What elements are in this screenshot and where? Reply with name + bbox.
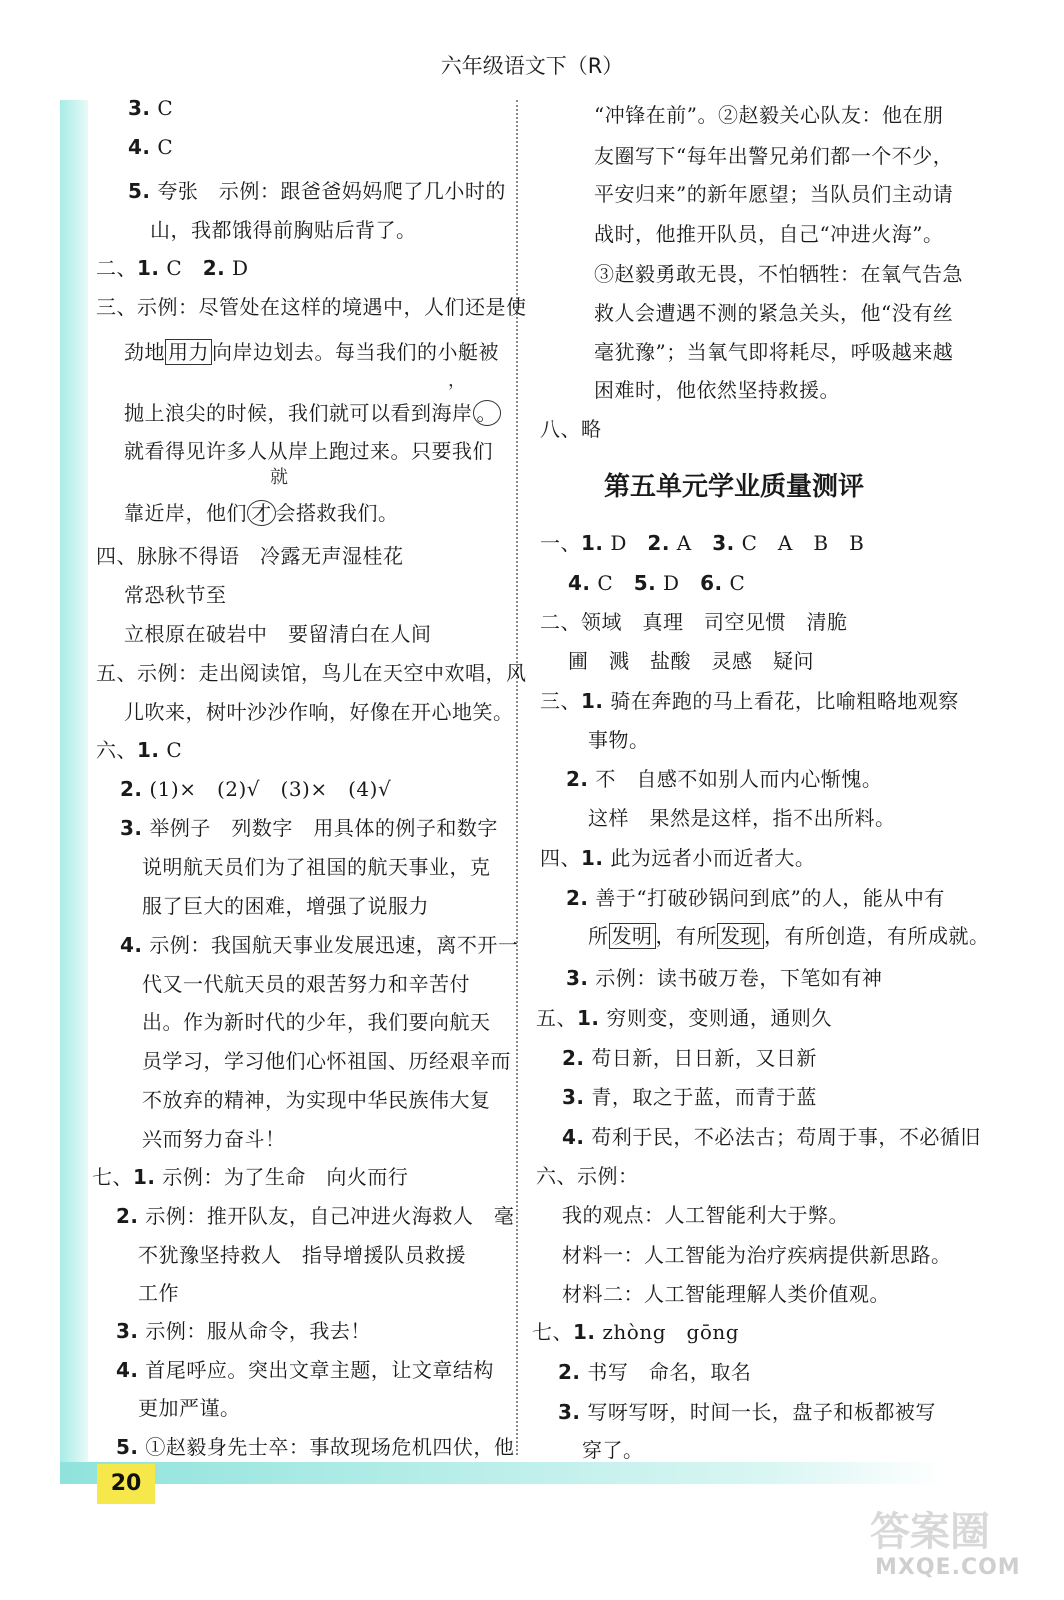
answer-line [594,140,953,169]
answer-line [142,1084,491,1113]
answer-line [562,1239,952,1268]
answer-line [536,1002,832,1031]
answer-line [124,435,493,464]
answer-text: 困难时，他依然坚持救援。 [594,378,840,402]
answer-line [96,291,527,320]
answer-text: 苟日新，日日新，又日新 [584,1046,817,1070]
item-number: 1. [137,256,160,280]
answer-text: C [159,738,183,762]
answer-line [540,842,815,871]
item-number: 4. [120,933,143,957]
answer-line [594,218,943,247]
circled-word: 。 [473,400,502,426]
handwritten-insert-mark: 就 [270,467,288,488]
item-number: 3. [116,1319,139,1343]
answer-text: 靠近岸，他们 [124,501,247,525]
answer-text: 员学习，学习他们心怀祖国、历经艰辛而 [142,1049,511,1073]
answer-text: 示例：推开队友，自己冲进火海救人 毫 [138,1204,515,1228]
answer-text: 说明航天员们为了祖国的航天事业，克 [142,855,491,879]
page-header: 六年级语文下（R） [440,54,624,78]
answer-text: 抛上浪尖的时候，我们就可以看到海岸 [124,401,473,425]
answer-text: C [150,135,174,159]
answer-text: “冲锋在前”。②赵毅关心队友：他在朋 [594,103,944,127]
answer-text: 三、 [540,689,581,713]
answer-text: 毫犹豫”；当氧气即将耗尽，呼吸越来越 [594,340,954,364]
answer-text: 示例：读书破万卷，下笔如有神 [588,966,883,990]
answer-text: 救人会遭遇不测的紧急关头，他“没有丝 [594,301,954,325]
answer-text: 首尾呼应。突出文章主题，让文章结构 [138,1358,494,1382]
item-number: 1. [577,1006,600,1030]
answer-text: 三、示例：尽管处在这样的境遇中，人们还是使 [96,295,527,319]
answer-line [116,1354,494,1383]
answer-text: 事物。 [588,728,650,752]
answer-line [142,1045,511,1074]
answer-line [594,374,840,403]
answer-text: 就看得见许多人从岸上跑过来。只要我们 [124,439,493,463]
answer-line [594,297,953,326]
answer-line [116,1431,514,1460]
answer-text: 五、 [536,1006,577,1030]
answer-line [540,606,848,635]
answer-line [588,802,896,831]
answer-text: 战时，他推开队员，自己“冲进火海”。 [594,222,944,246]
answer-line [120,929,518,958]
circled-word: 才 [247,500,276,526]
answer-line [124,579,227,608]
boxed-word: 发现 [717,923,764,949]
answer-line [594,178,953,207]
answer-text: 向岸边划去。每当我们的小艇被 [212,340,499,364]
answer-text: C A B B [734,531,865,555]
answer-line [124,618,432,647]
answer-line [540,527,864,556]
answer-line [138,1392,241,1421]
answer-text: D [656,571,701,595]
answer-text: 青，取之于蓝，而青于蓝 [584,1085,817,1109]
item-number: 1. [133,1165,156,1189]
answer-text: zhòng gōng [595,1320,740,1344]
answer-text: 儿吹来，树叶沙沙作响，好像在开心地笑。 [124,700,514,724]
answer-text: C [722,571,746,595]
answer-text: 工作 [138,1281,179,1305]
answer-text: 四、脉脉不得语 冷露无声湿桂花 [96,544,404,568]
answer-text: ，有所 [655,924,717,948]
answer-text: ③赵毅勇敢无畏，不怕牺牲：在氧气告急 [594,262,963,286]
answer-text: 不 自感不如别人而内心惭愧。 [588,767,883,791]
answer-line [142,1123,286,1152]
answer-line [128,96,173,120]
answer-text: 所 [588,924,609,948]
item-number: 1. [581,846,604,870]
answer-text: 示例：为了生命 向火而行 [155,1165,409,1189]
answer-line [96,540,404,569]
answer-line [566,763,882,792]
item-number: 3. [562,1085,585,1109]
item-number: 3. [566,966,589,990]
answer-line [540,685,959,714]
answer-text: (1)× (2)√ (3)× (4)√ [142,777,392,801]
answer-text: 不放弃的精神，为实现中华民族伟大复 [142,1088,491,1112]
item-number: 5. [128,179,151,203]
answer-text: A [669,531,713,555]
answer-line [142,1006,491,1035]
answer-text: D [225,256,249,280]
answer-line [120,773,391,802]
answer-text: 常恐秋节至 [124,583,227,607]
decorative-bottom-bar [60,1462,945,1484]
answer-line [540,413,602,442]
answer-text: ，有所创造，有所成就。 [764,924,990,948]
answer-text: 山，我都饿得前胸贴后背了。 [150,218,417,242]
answer-text: 出。作为新时代的少年，我们要向航天 [142,1010,491,1034]
answer-text: 一、 [540,531,581,555]
item-number: 1. [581,531,604,555]
answer-text: 六、示例： [536,1164,639,1188]
answer-line [124,696,514,725]
answer-line [120,812,498,841]
answer-text: 七、 [532,1320,573,1344]
answer-text: ①赵毅身先士卒：事故现场危机四伏，他 [138,1435,515,1459]
item-number: 4. [562,1125,585,1149]
item-number: 5. [633,571,657,595]
answer-text: 二、 [96,256,137,280]
answer-line [594,99,943,128]
answer-text: 书写 命名，取名 [580,1360,752,1384]
answer-text: 四、 [540,846,581,870]
boxed-word: 用力 [165,339,212,365]
answer-line [562,1042,817,1071]
item-number: 5. [116,1435,139,1459]
answer-text: 会搭救我们。 [275,501,399,525]
answer-line [128,175,506,204]
item-number: 2. [566,767,589,791]
answer-line [562,1121,981,1150]
item-number: 4. [128,135,151,159]
answer-line [150,214,417,243]
answer-line [96,252,249,281]
answer-line [138,1239,466,1268]
answer-line [124,336,499,365]
answer-text: 材料一：人工智能为治疗疾病提供新思路。 [562,1243,952,1267]
answer-line [582,1434,644,1463]
item-number: 3. [128,96,151,120]
item-number: 2. [120,777,143,801]
answer-text: 七、 [92,1165,133,1189]
decorative-side-bar [60,100,88,1470]
answer-text: 夸张 示例：跟爸爸妈妈爬了几小时的 [150,179,506,203]
answer-line [116,1200,514,1229]
item-number: 6. [700,571,723,595]
item-number: 3. [712,531,735,555]
answer-line [142,890,429,919]
answer-line [124,397,501,426]
item-number: 3. [558,1400,581,1424]
answer-text: 善于“打破砂锅问到底”的人，能从中有 [588,886,945,910]
answer-line [594,258,963,287]
page-number: 20 [97,1464,155,1504]
answer-text: 举例子 列数字 用具体的例子和数字 [142,816,498,840]
answer-line [128,135,173,159]
answer-line [138,1277,179,1306]
answer-text: 我的观点：人工智能利大于弊。 [562,1203,849,1227]
answer-text: 示例：我国航天事业发展迅速，离不开一 [142,933,519,957]
answer-text: 此为远者小而近者大。 [603,846,816,870]
answer-text: 五、示例：走出阅读馆，鸟儿在天空中欢唱，风 [96,661,527,685]
answer-text: 示例：服从命令，我去！ [138,1319,371,1343]
answer-text: 圃 溅 盐酸 灵感 疑问 [568,649,814,673]
answer-text: 骑在奔跑的马上看花，比喻粗略地观察 [603,689,959,713]
answer-line [562,1199,849,1228]
answer-text: C [159,256,203,280]
answer-line [536,1160,639,1189]
item-number: 2. [116,1204,139,1228]
item-number: 4. [116,1358,139,1382]
answer-line [568,567,745,596]
item-number: 2. [647,531,670,555]
answer-text: 更加严谨。 [138,1396,241,1420]
answer-text: 写呀写呀，时间一长，盘子和板都被写 [580,1400,936,1424]
item-number: 4. [568,571,591,595]
watermark-logo: 答案圈 [870,1509,990,1555]
item-number: 1. [137,738,160,762]
answer-text: 穷则变，变则通，通则久 [599,1006,832,1030]
answer-line [558,1396,936,1425]
item-number: 2. [562,1046,585,1070]
answer-line [532,1316,739,1345]
watermark-url: MXQE.COM [875,1555,1021,1580]
answer-line [96,657,527,686]
answer-line [142,968,470,997]
answer-line [588,920,990,949]
item-number: 2. [558,1360,581,1384]
answer-line [594,336,953,365]
answer-line [588,724,650,753]
answer-text: 平安归来”的新年愿望；当队员们主动请 [594,182,954,206]
answer-text: 这样 果然是这样，指不出所料。 [588,806,896,830]
item-number: 2. [202,256,226,280]
answer-text: D [603,531,648,555]
item-number: 3. [120,816,143,840]
answer-line [566,962,882,991]
section-title: 第五单元学业质量测评 [604,472,865,502]
answer-text: 服了巨大的困难，增强了说服力 [142,894,429,918]
answer-line [92,1161,408,1190]
answer-text: 苟利于民，不必法古；苟周于事，不必循旧 [584,1125,981,1149]
answer-text: 穿了。 [582,1438,644,1462]
answer-text: 六、 [96,738,137,762]
answer-text: C [590,571,634,595]
answer-text: 立根原在破岩中 要留清白在人间 [124,622,432,646]
answer-text: 劲地 [124,340,165,364]
boxed-word: 发明 [609,923,656,949]
handwritten-comma-mark: ， [448,370,466,391]
answer-line [566,882,945,911]
answer-line [558,1356,751,1385]
answer-line [562,1081,817,1110]
answer-line [142,851,491,880]
answer-line [116,1315,371,1344]
answer-line [562,1278,890,1307]
answer-text: 八、略 [540,417,602,441]
answer-line [124,497,399,526]
answer-line [568,645,814,674]
answer-text: 二、领域 真理 司空见惯 清脆 [540,610,848,634]
answer-text: 友圈写下“每年出警兄弟们都一个不少， [594,144,954,168]
item-number: 1. [573,1320,596,1344]
answer-text: 兴而努力奋斗！ [142,1127,286,1151]
item-number: 1. [581,689,604,713]
answer-text: 代又一代航天员的艰苦努力和辛苦付 [142,972,470,996]
answer-text: 材料二：人工智能理解人类价值观。 [562,1282,890,1306]
answer-text: C [150,96,174,120]
item-number: 2. [566,886,589,910]
answer-text: 不犹豫坚持救人 指导增援队员救援 [138,1243,466,1267]
answer-line [96,734,182,763]
